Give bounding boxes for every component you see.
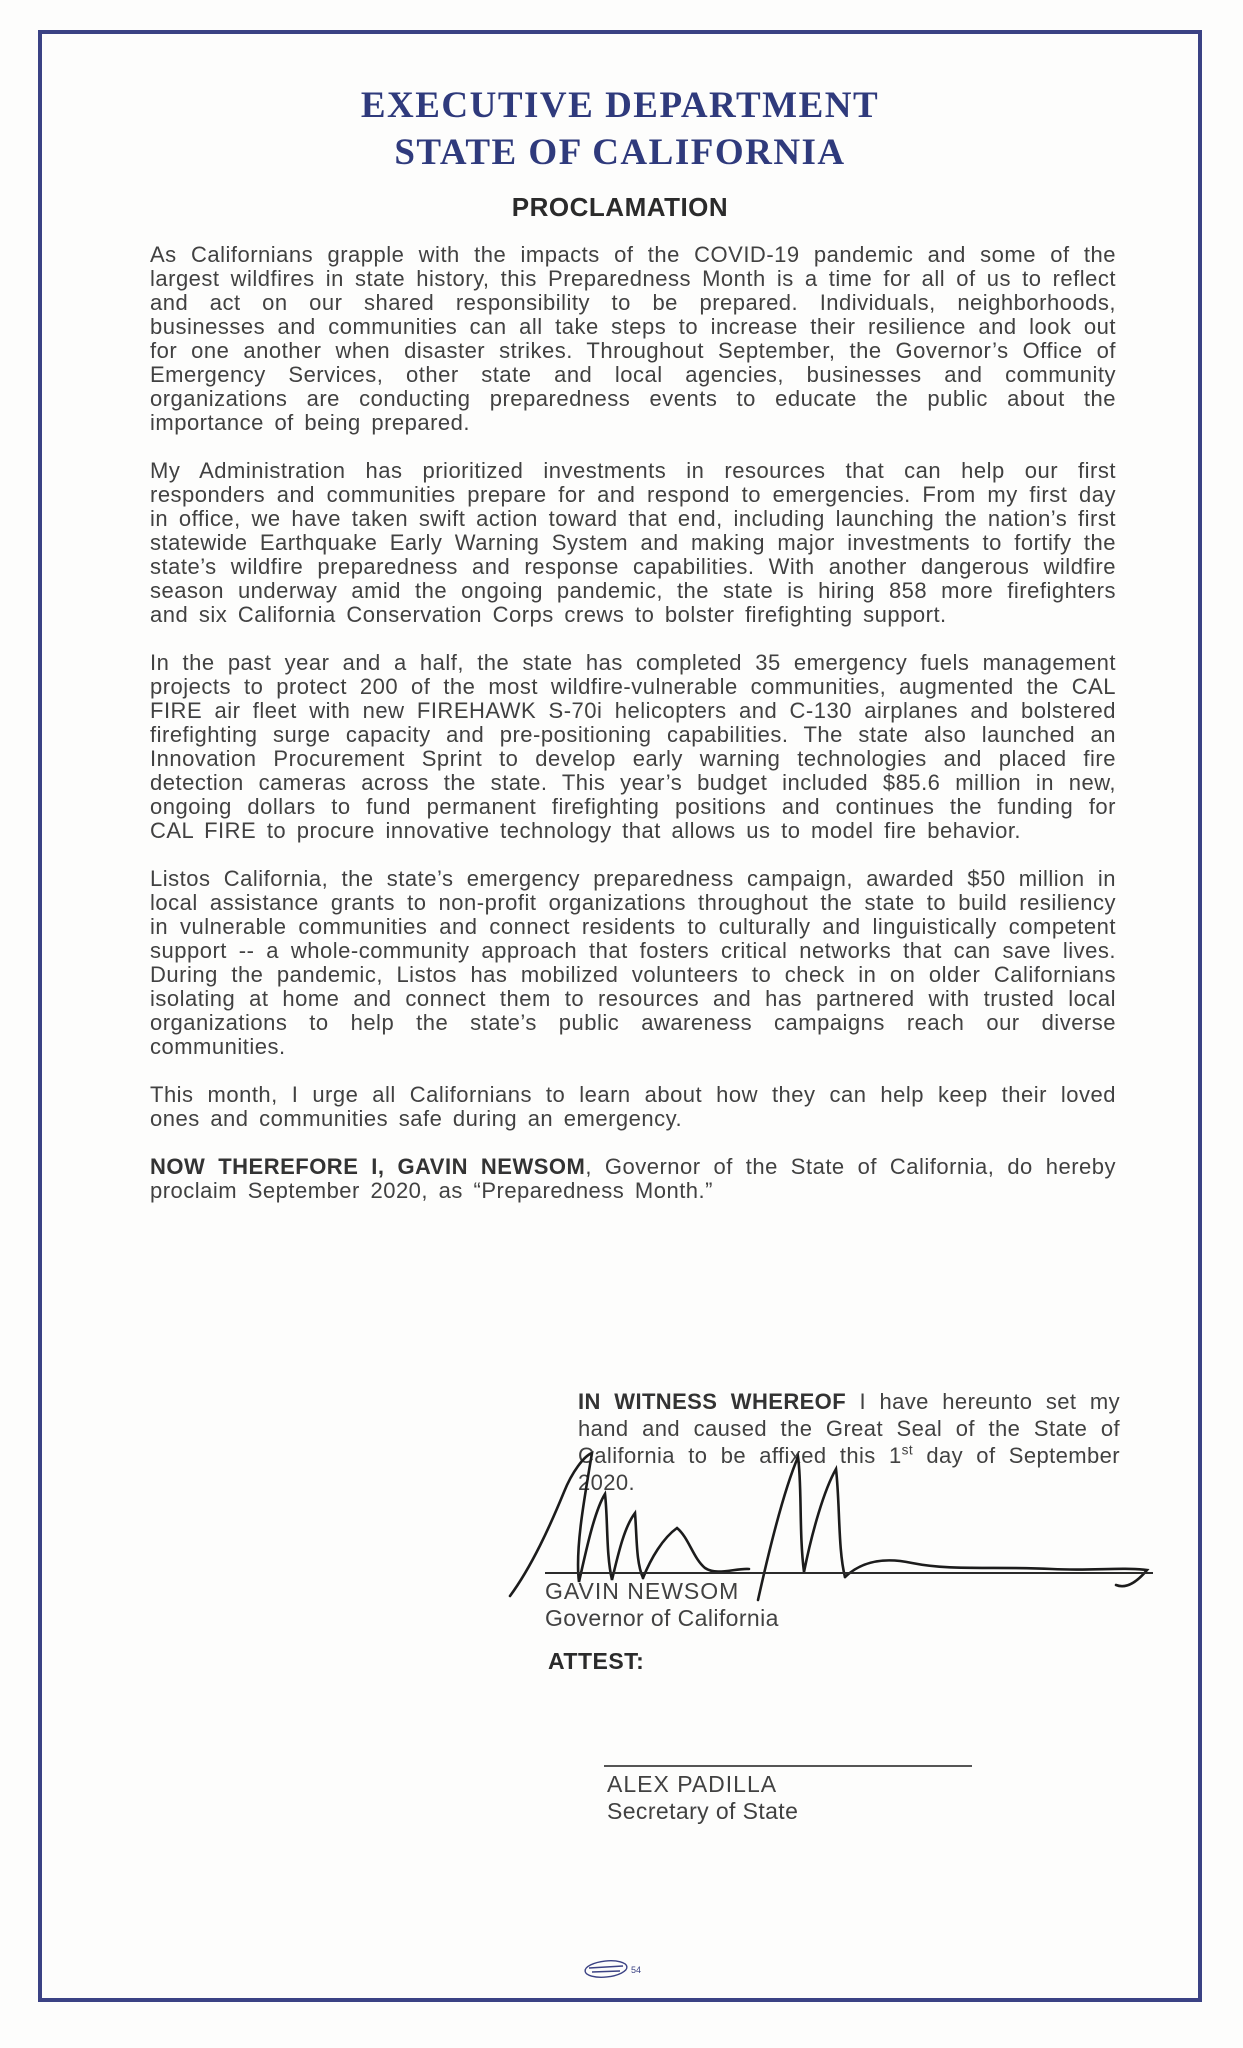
secretary-signature-line — [604, 1765, 972, 1767]
ordinal-superscript: st — [901, 1442, 914, 1458]
witness-lead: IN WITNESS WHEREOF — [578, 1389, 847, 1414]
governor-signature-line — [545, 1572, 1153, 1574]
paragraph-4: Listos California, the state’s emergency preparedness campaign, awarded $50 million in local assistance grants to non-profit organizations throughout the state to build resiliency in vulnerable communities and connect residents to culturally and linguistically competent support -- a whole-community approach that fosters critical networks that can save lives. During the pandemic, Listos has mobilized volunteers to check in on older Californians isolating at home and connect them to resources and has partnered with trusted local organizations to help the state’s public awareness campaigns reach our diverse communities. — [150, 866, 1116, 1059]
witness-text-end: day of September 2020. — [578, 1443, 1120, 1495]
governor-name: GAVIN NEWSOM — [545, 1578, 740, 1604]
header-state-of-california: STATE OF CALIFORNIA — [394, 132, 846, 173]
now-therefore-clause — [150, 1155, 1116, 1203]
header-executive-department: EXECUTIVE DEPARTMENT — [360, 85, 880, 126]
document-title: PROCLAMATION — [511, 192, 729, 222]
now-therefore-lead: NOW THEREFORE I, GAVIN NEWSOM — [150, 1154, 586, 1179]
paragraph-3: In the past year and a half, the state has completed 35 emergency fuels management projects to protect 200 of the most wildfire-vulnerable communities, augmented the CAL FIRE air fleet with new FIREHAWK S-70i helicopters and C-130 airplanes and bolstered firefighting surge capacity and pre-positioning capabilities. The state also launched an Innovation Procurement Sprint to develop early warning technologies and placed fire detection cameras across the state. This year’s budget included $85.6 million in new, ongoing dollars to fund permanent firefighting positions and continues the funding for CAL FIRE to procure innovative technology that allows us to model fire behavior. — [150, 650, 1116, 843]
secretary-name: ALEX PADILLA — [607, 1771, 778, 1797]
attest-label: ATTEST: — [548, 1648, 645, 1674]
svg-text:54: 54 — [631, 1965, 642, 1975]
document-header — [150, 82, 1090, 176]
witness-text: I have hereunto set my hand and caused the Great Seal of the State of California to be affixed this 1 — [578, 1389, 1120, 1468]
printer-union-bug-icon — [583, 1955, 653, 1985]
governor-title: Governor of California — [545, 1605, 779, 1631]
paragraph-1: As Californians grapple with the impacts of the COVID-19 pandemic and some of the largest wildfires in state history, this Preparedness Month is a time for all of us to reflect and act on our shared responsibility to be prepared. Individuals, neighborhoods, businesses and communities can all take steps to increase their resilience and look out for one another when disaster strikes. Throughout September, the Governor’s Office of Emergency Services, other state and local agencies, businesses and community organizations are conducting preparedness events to educate the public about the importance of being prepared. — [150, 242, 1116, 435]
paragraph-5: This month, I urge all Californians to learn about how they can help keep their loved ones and communities safe during an emergency. — [150, 1082, 1116, 1131]
now-therefore-rest: , Governor of the State of California, do hereby proclaim September 2020, as “Preparedness Month.” — [150, 1154, 1116, 1203]
secretary-title: Secretary of State — [607, 1798, 799, 1824]
proclamation-body — [150, 243, 1116, 1227]
paragraph-2: My Administration has prioritized investments in resources that can help our first responders and communities prepare for and respond to emergencies. From my first day in office, we have taken swift action toward that end, including launching the nation’s first statewide Earthquake Early Warning System and making major investments to fortify the state’s wildfire preparedness and response capabilities. With another dangerous wildfire season underway amid the ongoing pandemic, the state is hiring 858 more firefighters and six California Conservation Corps crews to bolster firefighting support. — [150, 458, 1116, 627]
